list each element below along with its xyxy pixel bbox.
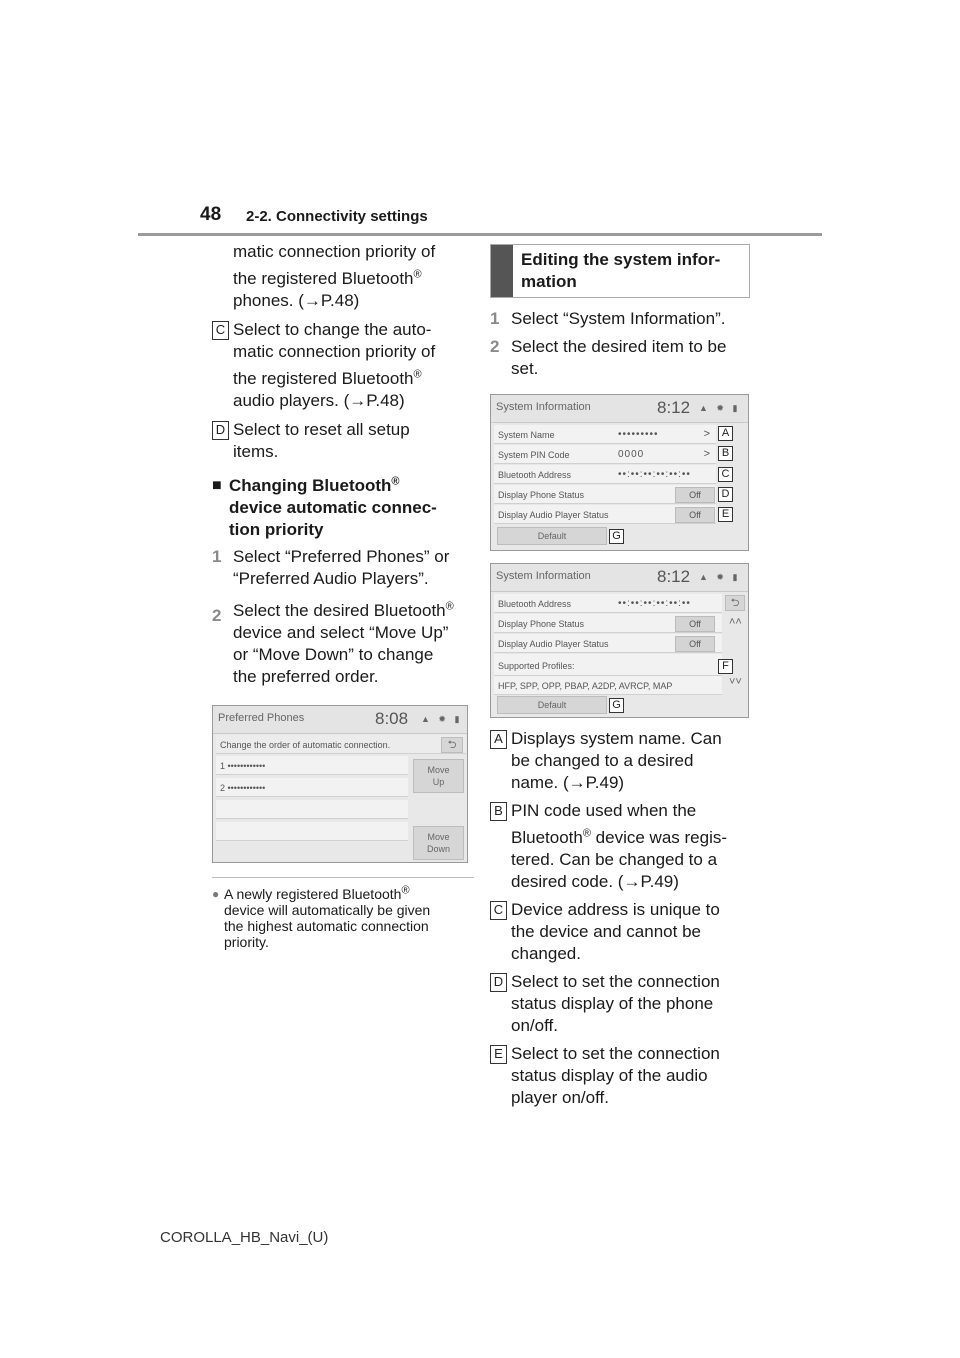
- phone-label: 2 ••••••••••••: [220, 783, 266, 793]
- phone-status-toggle[interactable]: Off: [675, 487, 715, 503]
- row-label: System Name: [498, 430, 555, 440]
- screen-title: System Information: [496, 570, 591, 582]
- text-span: Select the desired Bluetooth: [233, 601, 446, 620]
- step-number: 2: [490, 337, 500, 356]
- screen-clock: 8:08: [375, 709, 409, 728]
- text-line: player on/off.: [511, 1088, 609, 1107]
- audio-status-toggle[interactable]: Off: [675, 507, 715, 523]
- status-icons: ▲ ✹ ▮: [421, 714, 463, 724]
- text-line: status display of the phone: [511, 994, 714, 1013]
- row-value: 0000: [618, 449, 645, 460]
- text-line: items.: [233, 442, 279, 461]
- back-button[interactable]: ⮌: [441, 737, 463, 753]
- text-line: [511, 871, 752, 893]
- text-line: device will automatically be given: [224, 902, 431, 918]
- text-line: Select to change the auto-: [233, 320, 432, 339]
- text-line: be changed to a desired: [511, 751, 694, 770]
- arrow-icon: →: [349, 391, 367, 410]
- legend-item-a: [490, 728, 752, 794]
- text-line: [233, 600, 474, 622]
- default-button[interactable]: Default: [497, 527, 607, 545]
- row-label: Display Audio Player Status: [498, 510, 609, 520]
- legend-item-d: [212, 419, 474, 463]
- text-line: device and select “Move Up”: [233, 623, 449, 642]
- move-down-button[interactable]: [413, 826, 464, 860]
- screen-title: Preferred Phones: [218, 712, 305, 724]
- text-line: [233, 268, 474, 290]
- text-line: mation: [521, 272, 577, 291]
- badge-c: C: [490, 901, 507, 920]
- status-icons: ▲ ✹ ▮: [699, 572, 741, 582]
- text-line: PIN code used when the: [511, 801, 697, 820]
- row-value: ••:••:••:••:••:••: [618, 598, 691, 609]
- note-rule: [212, 877, 474, 878]
- registered-mark: ®: [391, 475, 400, 488]
- section-box-title: [513, 245, 728, 297]
- row-system-pin[interactable]: [494, 445, 716, 464]
- text-line: [224, 886, 474, 902]
- text-line: Select to reset all setup: [233, 420, 410, 439]
- screen-title: System Information: [496, 401, 591, 413]
- section-title: 2-2. Connectivity settings: [246, 208, 428, 225]
- system-info-screen-2: [490, 563, 749, 718]
- text-line: on/off.: [511, 1016, 558, 1035]
- phone-row-1[interactable]: [216, 756, 408, 775]
- text-line: Select “Preferred Phones” or: [233, 547, 450, 566]
- text-line: [233, 390, 474, 412]
- legend-item-c: [490, 899, 752, 965]
- empty-row: [216, 800, 408, 819]
- text-line: set.: [511, 359, 539, 378]
- badge-c: C: [212, 321, 229, 340]
- text-span: phones. (: [233, 291, 304, 310]
- text-line: priority.: [224, 934, 269, 950]
- text-span: A newly registered Bluetooth: [224, 886, 402, 902]
- row-profiles-list: [494, 676, 722, 695]
- legend-item-e: [490, 1043, 752, 1109]
- row-bluetooth-address: [494, 594, 722, 613]
- text-line: the preferred order.: [233, 667, 379, 686]
- screen-clock: 8:12: [657, 567, 691, 586]
- row-system-name[interactable]: [494, 425, 716, 444]
- row-bluetooth-address: [494, 465, 716, 484]
- page-ref: P.49): [640, 872, 679, 891]
- left-column: [212, 240, 474, 950]
- row-label: Bluetooth Address: [498, 470, 572, 480]
- instruction-text: Change the order of automatic connection.: [220, 740, 391, 750]
- text-line: device automatic connec-: [229, 498, 437, 517]
- text-line: the highest automatic connection: [224, 918, 429, 934]
- text-line: Select “System Information”.: [511, 309, 726, 328]
- phone-label: 1 ••••••••••••: [220, 761, 266, 771]
- arrow-icon: →: [568, 773, 586, 792]
- text-span: name. (: [511, 773, 569, 792]
- text-line: Select the desired item to be: [511, 337, 727, 356]
- step-1: [212, 546, 474, 590]
- text-line: “Preferred Audio Players”.: [233, 569, 429, 588]
- text-line: or “Move Down” to change: [233, 645, 434, 664]
- button-label: Move: [427, 832, 450, 842]
- row-label: Supported Profiles:: [498, 661, 575, 671]
- status-icons: ▲ ✹ ▮: [699, 403, 741, 413]
- row-value: ••:••:••:••:••:••: [618, 469, 691, 480]
- button-label: Move: [427, 765, 450, 775]
- step-2: [212, 600, 474, 688]
- button-label: Up: [432, 777, 445, 787]
- text-line: Editing the system infor-: [521, 250, 721, 269]
- text-span: Bluetooth: [511, 828, 583, 847]
- step-number: 1: [212, 547, 222, 566]
- step-number: 1: [490, 309, 500, 328]
- page-ref: P.49): [585, 773, 625, 792]
- chevron-right-icon: >: [703, 428, 710, 440]
- badge-a: A: [490, 730, 507, 749]
- text-span: the registered Bluetooth: [233, 269, 414, 288]
- page-ref: P.48): [366, 391, 405, 410]
- system-info-screen-1: [490, 394, 749, 551]
- bullet-icon: ●: [212, 887, 220, 901]
- registered-mark: ®: [401, 884, 410, 897]
- badge-a: A: [718, 426, 733, 441]
- text-line: matic connection priority of: [233, 242, 436, 261]
- text-line: tion priority: [229, 520, 324, 539]
- text-line: Displays system name. Can: [511, 729, 722, 748]
- right-column: [490, 244, 752, 1109]
- row-label: Display Audio Player Status: [498, 639, 609, 649]
- registered-mark: ®: [582, 827, 591, 840]
- scroll-down-icon[interactable]: ˅˅: [729, 676, 742, 688]
- text-span: device was regis-: [590, 828, 728, 847]
- screen-clock: 8:12: [657, 398, 691, 417]
- registered-mark: ®: [445, 600, 454, 613]
- text-line: Device address is unique to: [511, 900, 720, 919]
- note: [212, 886, 474, 950]
- row-value: •••••••••: [618, 429, 659, 440]
- scroll-up-icon[interactable]: ˄˄: [729, 616, 742, 628]
- text-line: Select to set the connection: [511, 972, 720, 991]
- text-line: [511, 827, 752, 849]
- phone-row-2[interactable]: [216, 778, 408, 797]
- badge-d: D: [490, 973, 507, 992]
- section-box-bar: [491, 245, 513, 297]
- text-line: matic connection priority of: [233, 342, 436, 361]
- empty-row: [216, 822, 408, 841]
- badge-e: E: [490, 1045, 507, 1064]
- default-button[interactable]: Default: [497, 696, 607, 714]
- text-line: Select to set the connection: [511, 1044, 720, 1063]
- header-rule: [138, 233, 822, 236]
- badge-g: G: [609, 698, 624, 713]
- right-step-2: [490, 336, 752, 380]
- text-line: the device and cannot be: [511, 922, 701, 941]
- text-line: changed.: [511, 944, 581, 963]
- button-label: Down: [426, 844, 450, 854]
- page-ref: P.48): [320, 291, 360, 310]
- text-line: [229, 475, 474, 497]
- instruction-row: [216, 735, 466, 754]
- text-span: the registered Bluetooth: [233, 369, 414, 388]
- chevron-right-icon: >: [703, 448, 710, 460]
- text-span: audio players. (: [233, 391, 350, 410]
- registered-mark: ®: [413, 268, 422, 281]
- badge-c: C: [718, 467, 733, 482]
- legend-item-c: [212, 319, 474, 412]
- text-line: [233, 368, 474, 390]
- badge-b: B: [490, 802, 507, 821]
- square-bullet-icon: ■: [212, 477, 222, 494]
- text-line: [511, 772, 752, 794]
- row-label: HFP, SPP, OPP, PBAP, A2DP, AVRCP, MAP: [498, 681, 673, 691]
- legend-item-b: [490, 800, 752, 893]
- move-up-button[interactable]: [413, 759, 464, 793]
- continued-text: [212, 241, 474, 312]
- row-label: Display Phone Status: [498, 490, 585, 500]
- badge-g: G: [609, 529, 624, 544]
- text-span: desired code. (: [511, 872, 624, 891]
- phone-status-toggle[interactable]: Off: [675, 616, 715, 632]
- footer-model: COROLLA_HB_Navi_(U): [160, 1229, 329, 1246]
- page-number: 48: [200, 204, 222, 225]
- right-step-1: [490, 308, 752, 330]
- row-label: Bluetooth Address: [498, 599, 572, 609]
- subheading: [212, 475, 474, 541]
- text-span: Changing Bluetooth: [229, 476, 392, 495]
- arrow-icon: →: [623, 872, 641, 891]
- badge-b: B: [718, 446, 733, 461]
- row-supported-profiles: [494, 654, 722, 676]
- section-box: [490, 244, 750, 298]
- badge-d: D: [212, 421, 229, 440]
- arrow-icon: →: [303, 291, 321, 310]
- legend-item-d: [490, 971, 752, 1037]
- back-button[interactable]: ⮌: [725, 595, 745, 611]
- row-label: System PIN Code: [498, 450, 570, 460]
- badge-d: D: [718, 487, 733, 502]
- row-label: Display Phone Status: [498, 619, 585, 629]
- preferred-phones-screen: [212, 705, 468, 863]
- badge-f: F: [718, 659, 733, 674]
- badge-e: E: [718, 507, 733, 522]
- audio-status-toggle[interactable]: Off: [675, 636, 715, 652]
- registered-mark: ®: [413, 368, 422, 381]
- text-line: tered. Can be changed to a: [511, 850, 718, 869]
- text-line: [233, 290, 474, 312]
- step-number: 2: [212, 606, 222, 625]
- text-line: status display of the audio: [511, 1066, 708, 1085]
